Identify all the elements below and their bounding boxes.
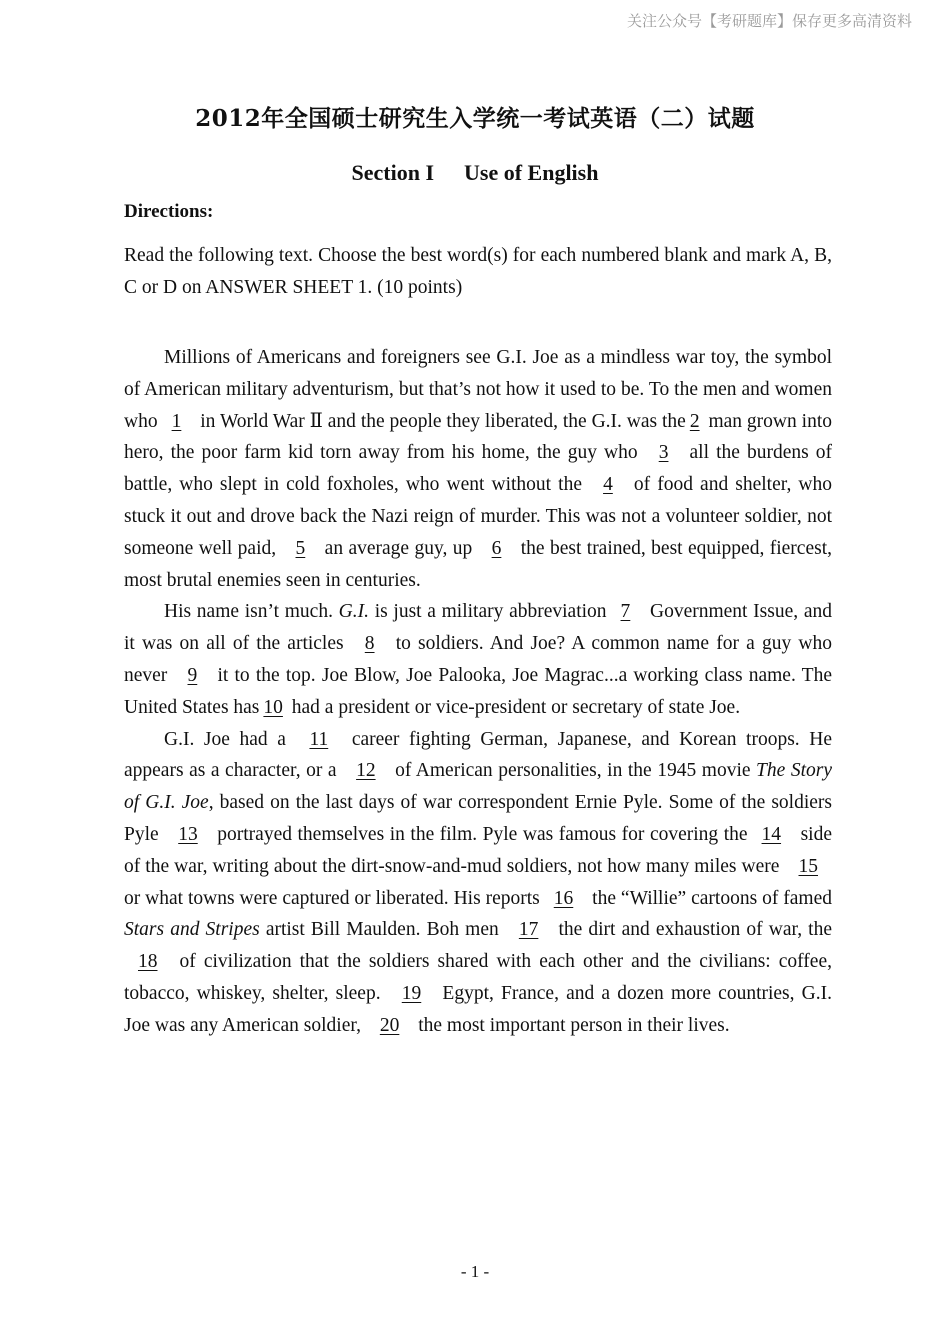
blank-19: 19	[401, 982, 422, 1004]
blank-7: 7	[620, 601, 631, 623]
page-number: - 1 -	[460, 1262, 490, 1281]
section-number: Section I	[351, 160, 434, 185]
blank-8: 8	[364, 633, 375, 655]
blank-9: 9	[187, 664, 198, 686]
blank-18: 18	[138, 951, 158, 973]
directions-text: Read the following text. Choose the best word(s) for each numbered blank and mark A, B, C or D on ANSWER SHEET 1. (10 points)	[124, 245, 832, 298]
exam-title: 2012年全国硕士研究生入学统一考试英语（二）试题	[195, 105, 755, 132]
blank-3: 3	[658, 442, 669, 464]
section-heading	[0, 160, 950, 186]
blank-15: 15	[798, 855, 818, 877]
paragraph-3: G.I. Joe had a 11 career fighting German, Japanese, and Korean troops. He appears as a character, or a 12 of American personalities, in the 1945 movie The Story of G.I. Joe, based on the last days of war correspondent Ernie Pyle. Some of the soldiers Pyle 13 portrayed themselves in the film. Pyle was famous for covering the 14 side of the war, writing about the dirt-snow-and-mud soldiers, not how many miles were 15 or what towns were captured or liberated. His reports 16 the “Willie” cartoons of famed Stars and Stripes artist Bill Maulden. Boh men 17 the dirt and exhaustion of war, the 18 of civilization that the soldiers shared with each other and the civilians: coffee, tobacco, whiskey, shelter, sleep. 19 Egypt, France, and a dozen more countries, G.I. Joe was any American soldier, 20 the most important person in their lives.	[124, 724, 832, 1042]
blank-6: 6	[491, 537, 502, 559]
watermark: 关注公众号【考研题库】保存更多高清资料	[626, 12, 912, 30]
blank-11: 11	[309, 728, 329, 750]
directions-label: Directions:	[124, 201, 214, 222]
blank-17: 17	[518, 919, 539, 941]
blank-10: 10	[263, 696, 283, 718]
blank-14: 14	[761, 823, 782, 845]
blank-4: 4	[603, 474, 613, 496]
passage	[124, 342, 832, 1042]
blank-2: 2	[689, 410, 700, 432]
blank-13: 13	[178, 823, 198, 845]
paragraph-1: Millions of Americans and foreigners see G.I. Joe as a mindless war toy, the symbol of American military adventurism, but that’s not how it used to be. To the men and women who 1 in World War Ⅱ and the people they liberated, the G.I. was the 2 man grown into hero, the poor farm kid torn away from his home, the guy who 3 all the burdens of battle, who slept in cold foxholes, who went without the 4 of food and shelter, who stuck it out and drove back the Nazi reign of murder. This was not a volunteer soldier, not someone well paid, 5 an average guy, up 6 the best trained, best equipped, fiercest, most brutal enemies seen in centuries.	[124, 347, 833, 591]
blank-1: 1	[171, 410, 182, 432]
paragraph-2: His name isn’t much. G.I. is just a military abbreviation 7 Government Issue, and it was on all of the articles 8 to soldiers. And Joe? A common name for a guy who never 9 it to the top. Joe Blow, Joe Palooka, Joe Magrac...a working class name. The United States has 10 had a president or vice-president or secretary of state Joe.	[124, 596, 832, 723]
blank-16: 16	[553, 887, 574, 909]
blank-12: 12	[356, 760, 376, 782]
blank-20: 20	[379, 1014, 400, 1036]
blank-5: 5	[295, 537, 306, 559]
section-name: Use of English	[464, 160, 599, 185]
